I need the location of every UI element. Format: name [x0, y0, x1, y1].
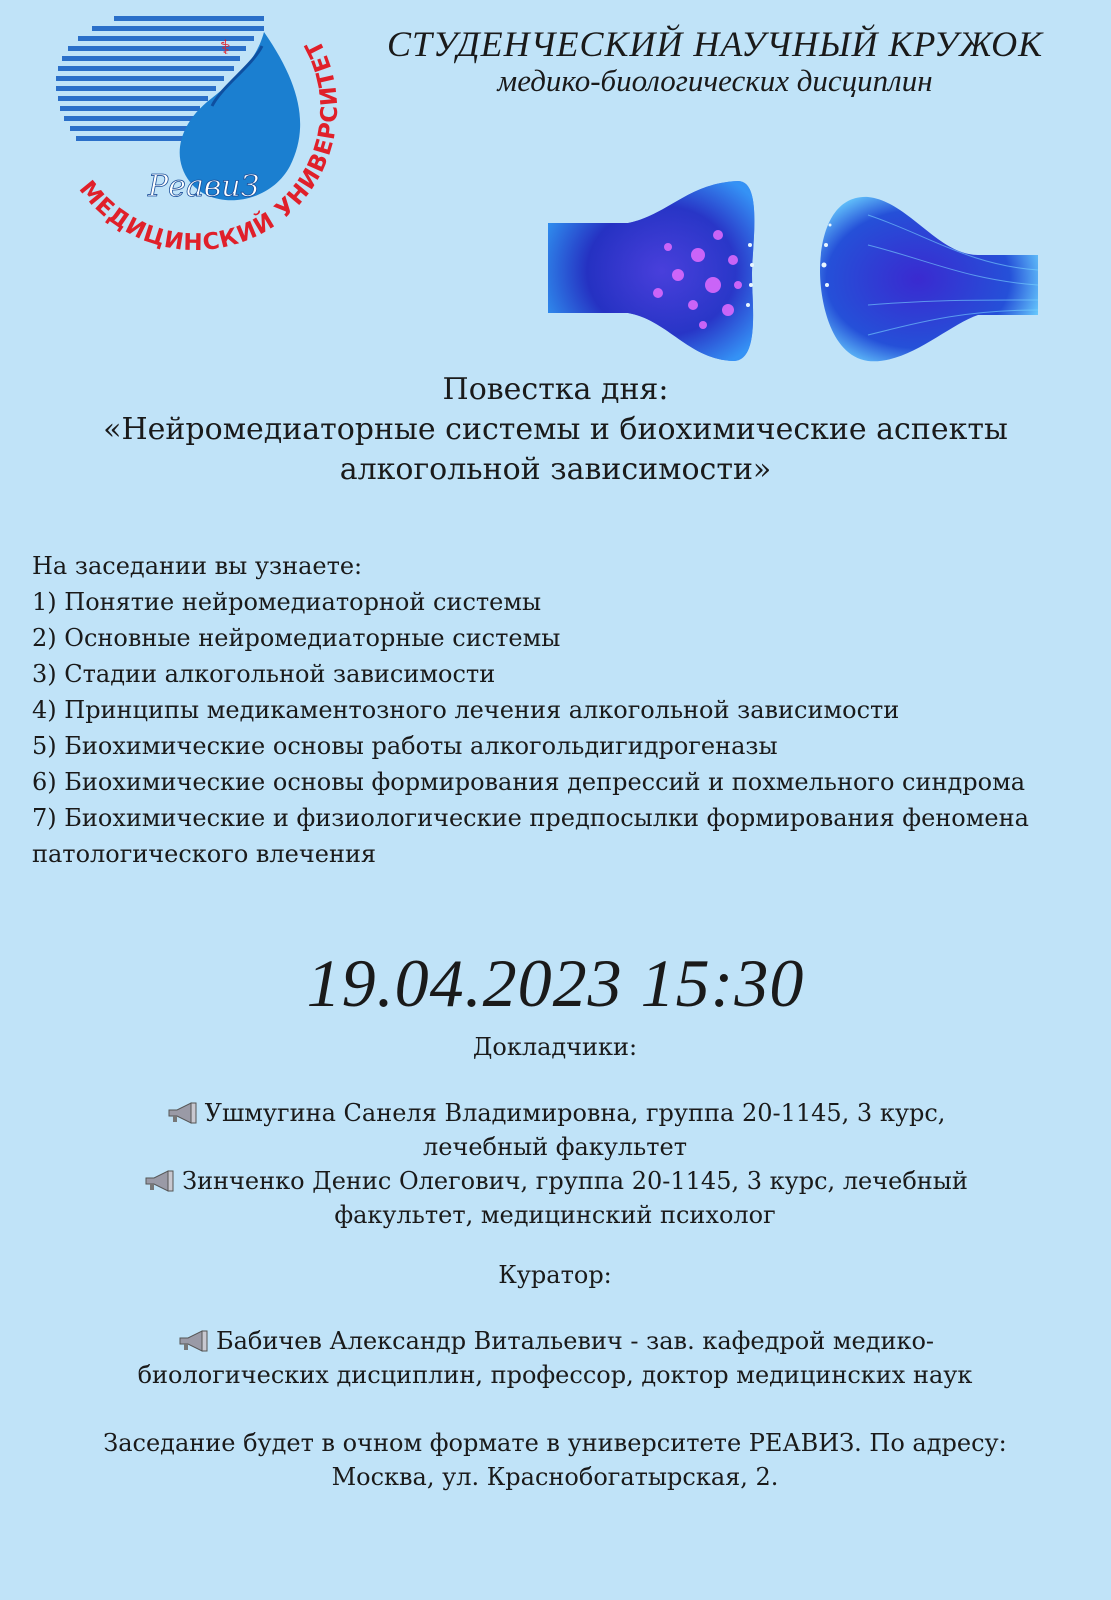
speaker-item: [100, 1096, 1010, 1164]
curator-text: Бабичев Александр Витальевич - зав. кафедрой медико-биологических дисциплин, профессор, доктор медицинских наук: [137, 1327, 973, 1389]
list-item: 2) Основные нейромедиаторные системы: [32, 624, 561, 652]
location-note: Заседание будет в очном формате в университете РЕАВИЗ. По адресу: Москва, ул. Краснобогатырская, 2.: [103, 1429, 1007, 1491]
header-subtitle: медико-биологических дисциплин: [497, 63, 933, 98]
logo-arc-text: МЕДИЦИНСКИЙ УНИВЕРСИТЕТ: [73, 34, 344, 257]
header-title: СТУДЕНЧЕСКИЙ НАУЧНЫЙ КРУЖОК: [386, 24, 1044, 64]
learn-section: [32, 548, 1092, 872]
logo-brand: РеавиЗ: [148, 169, 260, 204]
speaker-text: Зинченко Денис Олегович, группа 20-1145, 3 курс, лечебный факультет, медицинский психолог: [182, 1167, 968, 1229]
learn-list: [32, 584, 1092, 872]
header: [330, 24, 1100, 98]
event-datetime: 19.04.2023 15:30: [306, 945, 805, 1021]
list-item: 6) Биохимические основы формирования депрессий и похмельного синдрома: [32, 768, 1026, 796]
list-item: 7) Биохимические и физиологические предпосылки формирования феномена патологического влечения: [32, 804, 1029, 868]
agenda-label: Повестка дня:: [442, 372, 669, 407]
speaker-text: Ушмугина Санеля Владимировна, группа 20-1145, 3 курс, лечебный факультет: [204, 1099, 946, 1161]
megaphone-icon: [176, 1329, 212, 1353]
curator-item: [100, 1324, 1010, 1392]
megaphone-icon: [165, 1101, 201, 1125]
curator-label: Куратор:: [498, 1261, 612, 1289]
list-item: 1) Понятие нейромедиаторной системы: [32, 588, 542, 616]
list-item: 4) Принципы медикаментозного лечения алкогольной зависимости: [32, 696, 900, 724]
university-logo: [52, 6, 352, 268]
speakers-label: Докладчики:: [472, 1033, 638, 1061]
list-item: 3) Стадии алкогольной зависимости: [32, 660, 496, 688]
megaphone-icon: [142, 1169, 178, 1193]
synapse-illustration: [548, 175, 1038, 370]
speaker-item: [100, 1164, 1010, 1232]
agenda-title: «Нейромедиаторные системы и биохимические аспекты алкогольной зависимости»: [103, 412, 1008, 487]
agenda: [0, 370, 1111, 490]
logo-caduceus-icon: ⚕: [220, 35, 231, 59]
learn-intro: На заседании вы узнаете:: [32, 552, 363, 580]
list-item: 5) Биохимические основы работы алкогольдигидрогеназы: [32, 732, 778, 760]
